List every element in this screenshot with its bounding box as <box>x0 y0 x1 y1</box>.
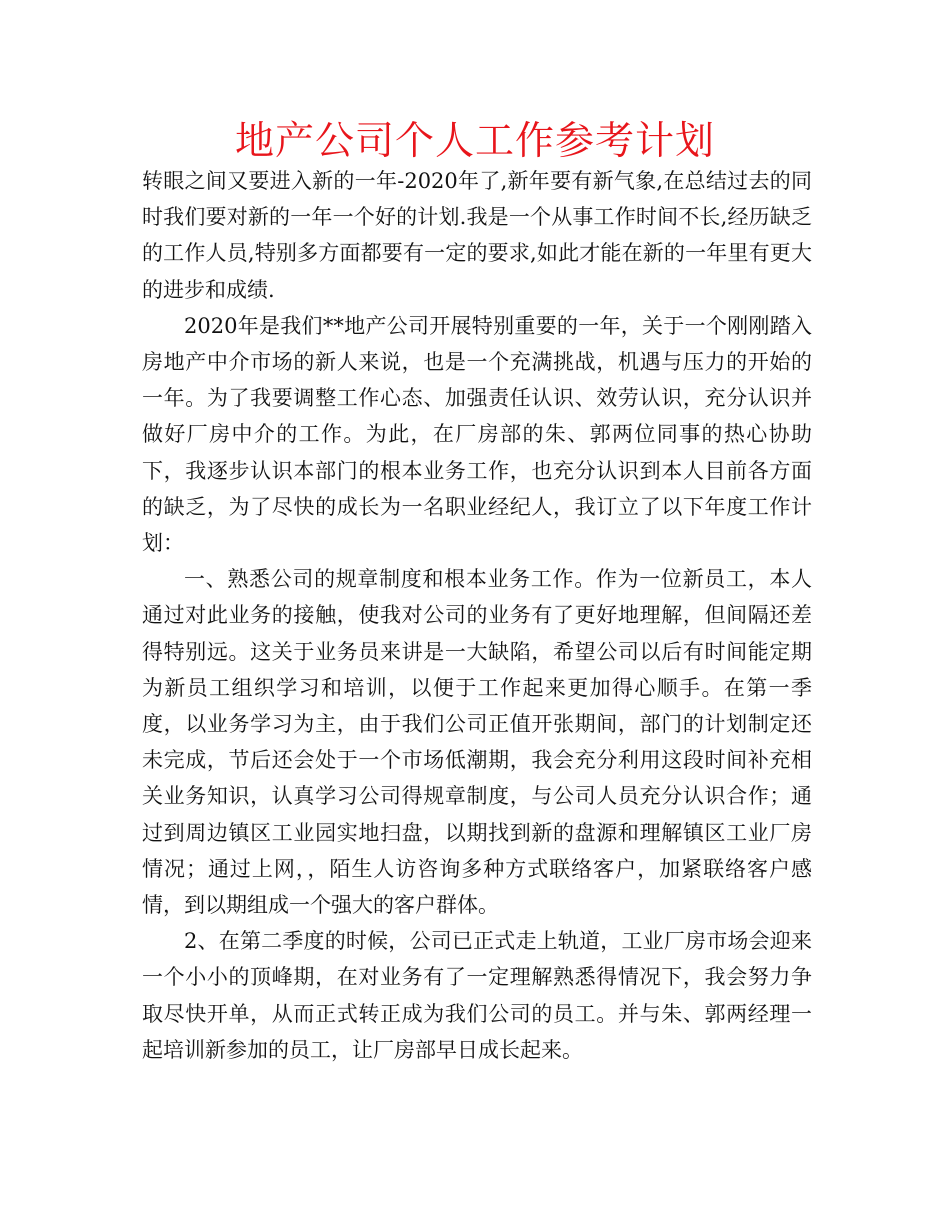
paragraph-intro: 转眼之间又要进入新的一年-2020年了,新年要有新气象,在总结过去的同时我们要对新的一年一个好的计划.我是一个从事工作时间不长,经历缺乏的工作人员,特别多方面都要有一定的要求,如此才能在新的一年里有更大的进步和成绩. <box>142 169 812 302</box>
paragraph-plan-two: 2、在第二季度的时候，公司已正式走上轨道，工业厂房市场会迎来一个小小的顶峰期，在对业务有了一定理解熟悉得情况下，我会努力争取尽快开单，从而正式转正成为我们公司的员工。并与朱、郭两经理一起培训新参加的员工，让厂房部早日成长起来。 <box>142 929 812 1062</box>
document-body <box>142 163 812 1068</box>
document-title: 地产公司个人工作参考计划 <box>234 119 715 164</box>
paragraph-overview: 2020年是我们**地产公司开展特别重要的一年，关于一个刚刚踏入房地产中介市场的新人来说，也是一个充满挑战，机遇与压力的开始的一年。为了我要调整工作心态、加强责任认识、效劳认识，充分认识并做好厂房中介的工作。为此，在厂房部的朱、郭两位同事的热心协助下，我逐步认识本部门的根本业务工作，也充分认识到本人目前各方面的缺乏，为了尽快的成长为一名职业经纪人，我订立了以下年度工作计划： <box>142 313 812 556</box>
paragraph-plan-one: 一、熟悉公司的规章制度和根本业务工作。作为一位新员工，本人通过对此业务的接触，使我对公司的业务有了更好地理解，但间隔还差得特别远。这关于业务员来讲是一大缺陷，希望公司以后有时间能定期为新员工组织学习和培训，以便于工作起来更加得心顺手。在第一季度，以业务学习为主，由于我们公司正值开张期间，部门的计划制定还未完成，节后还会处于一个市场低潮期，我会充分利用这段时间补充相关业务知识，认真学习公司得规章制度，与公司人员充分认识合作；通过到周边镇区工业园实地扫盘，以期找到新的盘源和理解镇区工业厂房情况；通过上网，，陌生人访咨询多种方式联络客户，加紧联络客户感情，到以期组成一个强大的客户群体。 <box>142 567 812 918</box>
